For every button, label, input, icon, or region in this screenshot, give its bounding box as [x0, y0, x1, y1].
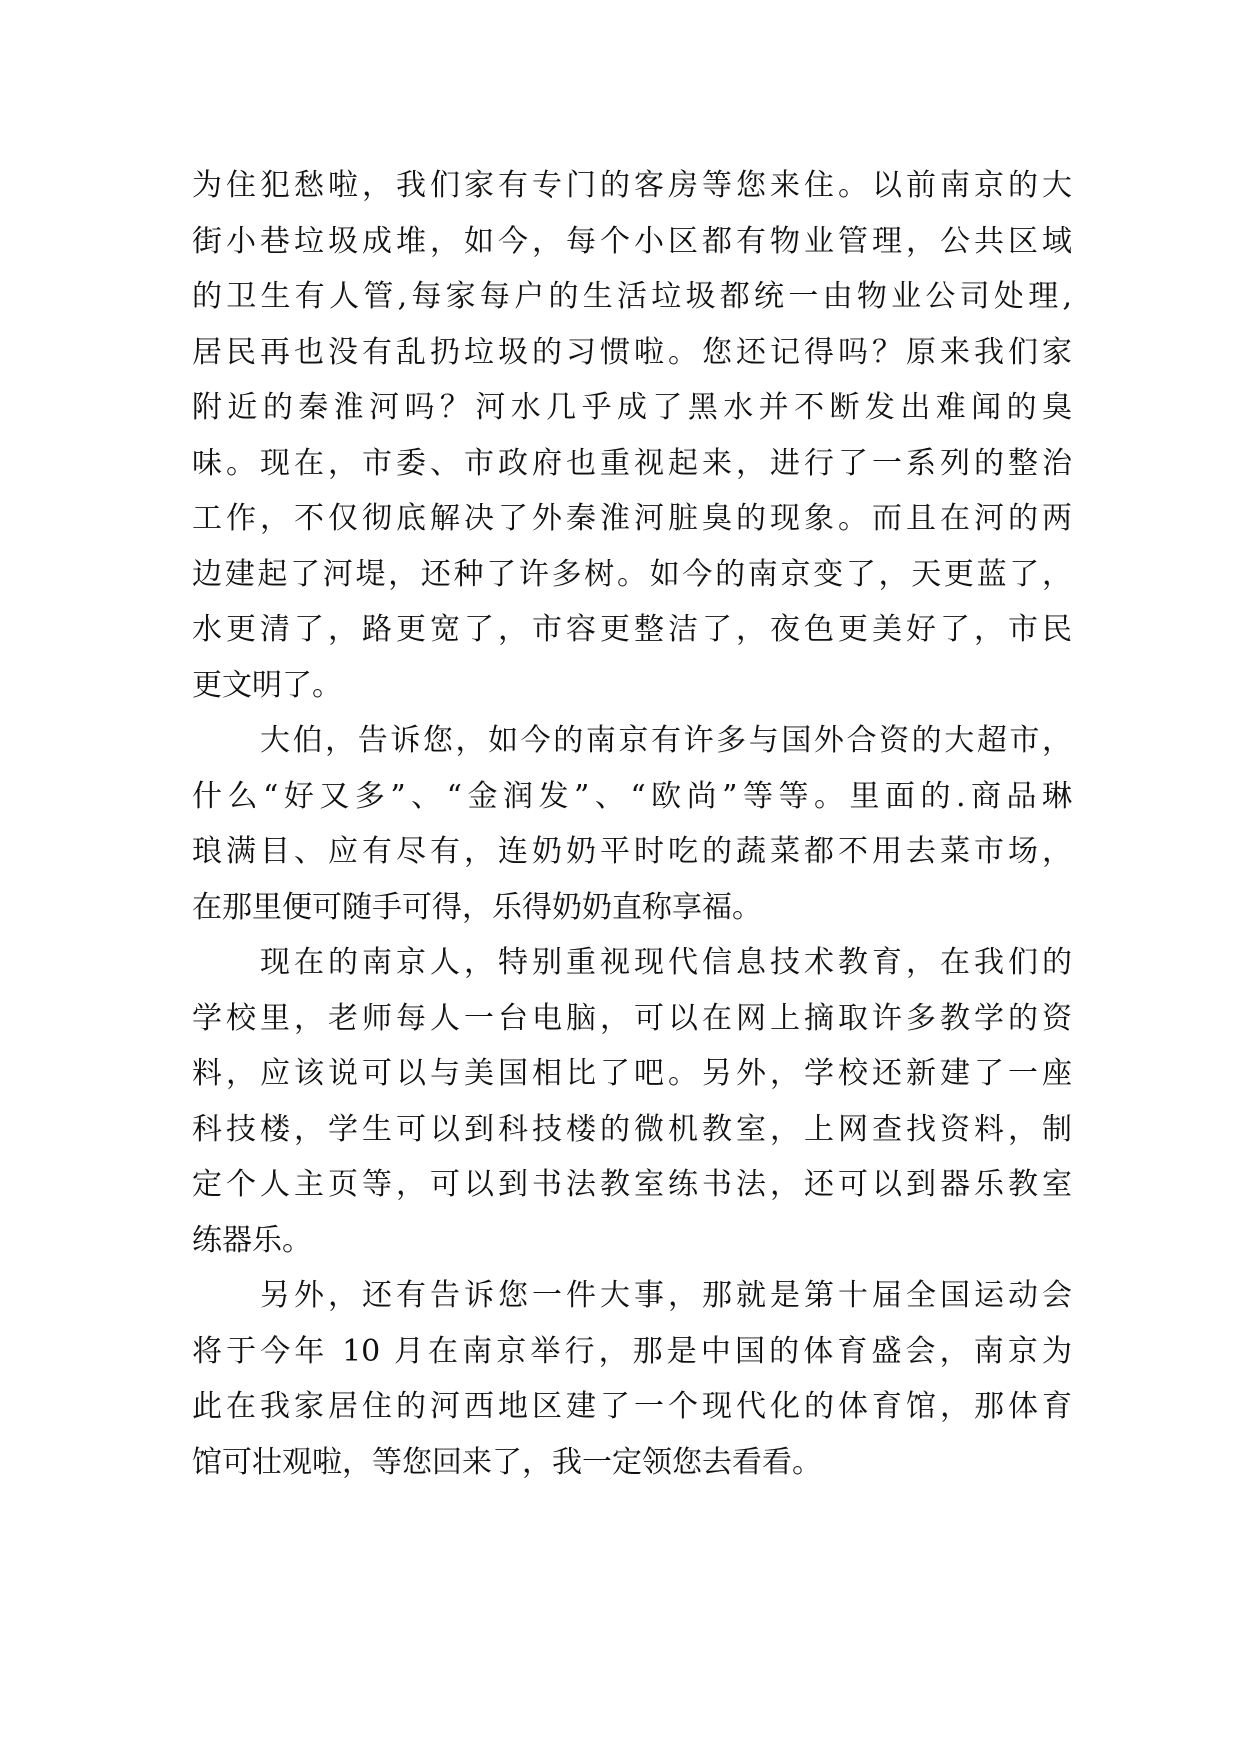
text-line: 将于今年 10 月在南京举行，那是中国的体育盛会，南京为 — [192, 1333, 1072, 1369]
text-line: 科技楼，学生可以到科技楼的微机教室，上网查找资料，制 — [192, 1111, 1072, 1147]
text-line: 的卫生有人管,每家每户的生活垃圾都统一由物业公司处理, — [192, 279, 1072, 314]
text-line: 居民再也没有乱扔垃圾的习惯啦。您还记得吗？原来我们家 — [192, 334, 1072, 370]
text-line: 水更清了，路更宽了，市容更整洁了，夜色更美好了，市民 — [192, 612, 1072, 647]
text-line: 馆可壮观啦，等您回来了，我一定领您去看看。 — [192, 1444, 822, 1480]
text-line: 边建起了河堤，还种了许多树。如今的南京变了，天更蓝了， — [192, 556, 1072, 592]
text-line: 街小巷垃圾成堆，如今，每个小区都有物业管理，公共区域 — [192, 223, 1072, 259]
text-line: 大伯，告诉您，如今的南京有许多与国外合资的大超市， — [260, 723, 1072, 758]
text-line: 什么“好又多”、“金润发”、“欧尚”等等。里面的.商品琳 — [192, 778, 1072, 814]
text-line: 在那里便可随手可得，乐得奶奶直称享福。 — [192, 889, 762, 925]
text-line: 附近的秦淮河吗？河水几乎成了黑水并不断发出难闻的臭 — [192, 390, 1072, 425]
text-line: 琅满目、应有尽有，连奶奶平时吃的蔬菜都不用去菜市场， — [192, 834, 1072, 869]
text-line: 工作，不仅彻底解决了外秦淮河脏臭的现象。而且在河的两 — [192, 501, 1072, 536]
text-line: 此在我家居住的河西地区建了一个现代化的体育馆，那体育 — [192, 1389, 1072, 1424]
text-line: 另外，还有告诉您一件大事，那就是第十届全国运动会 — [260, 1278, 1072, 1313]
text-line: 更文明了。 — [192, 667, 342, 703]
text-line: 现在的南京人，特别重视现代信息技术教育，在我们的 — [260, 945, 1072, 980]
text-line: 学校里，老师每人一台电脑，可以在网上摘取许多教学的资 — [192, 1000, 1072, 1036]
text-line: 味。现在，市委、市政府也重视起来，进行了一系列的整治 — [192, 445, 1072, 481]
text-line: 练器乐。 — [192, 1222, 312, 1258]
document-body — [192, 168, 1072, 1500]
text-line: 为住犯愁啦，我们家有专门的客房等您来住。以前南京的大 — [192, 168, 1072, 203]
text-line: 定个人主页等，可以到书法教室练书法，还可以到器乐教室 — [192, 1167, 1072, 1202]
text-line: 料，应该说可以与美国相比了吧。另外，学校还新建了一座 — [192, 1056, 1072, 1091]
